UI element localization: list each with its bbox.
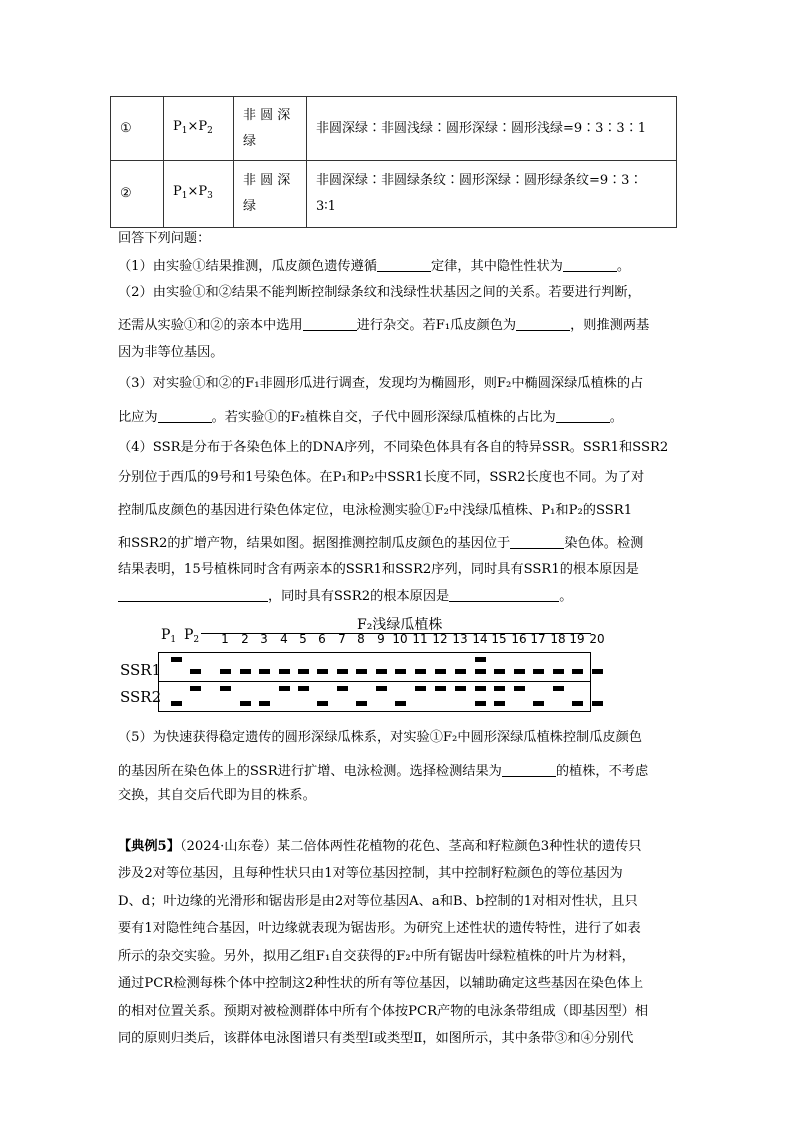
- lane-label: 13: [452, 632, 468, 646]
- gel-band: [337, 669, 348, 674]
- p1-label: $P_1$: [161, 627, 177, 645]
- cross-table: [110, 96, 677, 228]
- question-4-line-1: （4）SSR是分布于各染色体上的DNA序列，不同染色体具有各自的特异SSR。SSR1和SSR2: [118, 440, 669, 455]
- gel-band: [317, 669, 328, 674]
- phenotype-cell: 非 圆 深 绿: [234, 161, 307, 228]
- ssr2-label: SSR2: [120, 688, 162, 706]
- p2-label: $P_2$: [184, 627, 200, 645]
- gel-band: [220, 686, 231, 691]
- gel-band: [494, 701, 505, 706]
- question-5-line-3: 交换，其自交后代即为目的株系。: [118, 788, 316, 803]
- gel-band: [298, 669, 309, 674]
- lane-label: 19: [569, 632, 585, 646]
- lane-label: 10: [392, 632, 408, 646]
- question-5-line-2: 的基因所在染色体上的SSR进行扩增、电泳检测。选择检测结果为 的植株，不考虑: [118, 764, 649, 779]
- gel-band: [259, 701, 270, 706]
- question-2-line-1: （2）由实验①和②结果不能判断控制绿条纹和浅绿性状基因之间的关系。若要进行判断，: [118, 285, 641, 300]
- gel-band: [376, 686, 387, 691]
- intro-text: 回答下列问题：: [118, 231, 211, 246]
- gel-band: [171, 701, 182, 706]
- gel-band: [240, 669, 251, 674]
- gel-band: [356, 701, 367, 706]
- gel-band: [415, 669, 426, 674]
- gel-band: [171, 657, 182, 662]
- gel-band: [298, 686, 309, 691]
- ratio-cell: 非圆深绿∶非圆绿条纹∶圆形深绿∶圆形绿条纹=9∶3∶ 3∶1: [307, 161, 677, 228]
- example-line-3: D、d；叶边缘的光滑形和锯齿形是由2对等位基因A、a和B、b控制的1对相对性状，且只: [118, 894, 638, 909]
- lane-label: 1: [221, 632, 229, 646]
- gel-box: [158, 652, 591, 712]
- lane-label: 12: [432, 632, 448, 646]
- answer-blank[interactable]: [158, 408, 212, 423]
- gel-band: [415, 686, 426, 691]
- gel-band: [475, 657, 486, 662]
- lane-label: 3: [260, 632, 268, 646]
- lane-label: 15: [491, 632, 507, 646]
- gel-band: [553, 686, 564, 691]
- cross-cell: $P_1\times P_3$: [164, 161, 234, 228]
- gel-band: [592, 669, 603, 674]
- gel-band: [317, 701, 328, 706]
- answer-blank[interactable]: [449, 587, 559, 602]
- table-row: [111, 97, 677, 161]
- question-3-line-1: （3）对实验①和②的F₁非圆形瓜进行调查，发现均为椭圆形，则F₂中椭圆深绿瓜植株的占: [118, 376, 644, 391]
- lane-label: 6: [318, 632, 326, 646]
- phenotype-cell: 非 圆 深 绿: [234, 97, 307, 161]
- gel-band: [572, 669, 583, 674]
- example-line-2: 涉及2对等位基因，且每种性状只由1对等位基因控制，其中控制籽粒颜色的等位基因为: [118, 866, 623, 881]
- example-line-7: 的相对位置关系。预期对被检测群体中所有个体按PCR产物的电泳条带组成（即基因型）相: [118, 1004, 649, 1019]
- question-2-line-3: 因为非等位基因。: [118, 345, 224, 360]
- question-4-line-2: 分别位于西瓜的9号和1号染色体。在P₁和P₂中SSR1长度不同，SSR2长度也不同。为了对: [118, 470, 645, 485]
- gel-band: [514, 686, 525, 691]
- gel-band: [475, 669, 486, 674]
- answer-blank[interactable]: [516, 316, 570, 331]
- answer-blank[interactable]: [556, 408, 610, 423]
- gel-band: [356, 669, 367, 674]
- gel-band: [514, 669, 525, 674]
- lane-label: 18: [550, 632, 566, 646]
- lane-label: 14: [472, 632, 488, 646]
- question-4-line-5: 结果表明，15号植株同时含有两亲本的SSR1和SSR2序列，同时具有SSR1的根本原因是: [118, 562, 639, 577]
- lane-label: 2: [241, 632, 249, 646]
- gel-band: [190, 669, 201, 674]
- cross-cell: $P_1\times P_2$: [164, 97, 234, 161]
- gel-title: F₂浅绿瓜植株: [357, 617, 443, 633]
- gel-band: [533, 669, 544, 674]
- gel-band: [475, 701, 486, 706]
- question-3-line-2: 比应为 。若实验①的F₂植株自交，子代中圆形深绿瓜植株的占比为 。: [118, 410, 623, 425]
- gel-band: [435, 686, 446, 691]
- question-4-line-4: 和SSR2的扩增产物，结果如图。据图推测控制瓜皮颜色的基因位于 染色体。检测: [118, 536, 644, 551]
- row-id: ①: [111, 97, 164, 161]
- lane-label: 16: [511, 632, 527, 646]
- gel-band: [592, 701, 603, 706]
- gel-band: [553, 669, 564, 674]
- lane-label: 20: [589, 632, 605, 646]
- gel-band: [395, 669, 406, 674]
- gel-band: [435, 669, 446, 674]
- question-1: （1）由实验①结果推测，瓜皮颜色遗传遵循 定律，其中隐性性状为 。: [118, 259, 631, 274]
- lane-label: 9: [377, 632, 385, 646]
- table-row: [111, 161, 677, 228]
- gel-band: [475, 686, 486, 691]
- answer-blank[interactable]: [563, 257, 617, 272]
- example-line-5: 所示的杂交实验。另外，拟用乙组F₁自交获得的F₂中所有锯齿叶绿粒植株的叶片为材料，: [118, 949, 635, 964]
- question-2-line-2: 还需从实验①和②的亲本中选用 进行杂交。若F₁瓜皮颜色为 ，则推测两基: [118, 318, 650, 333]
- gel-divider: [158, 681, 591, 682]
- example-line-4: 要有1对隐性纯合基因，叶边缘就表现为锯齿形。为研究上述性状的遗传特性，进行了如表: [118, 921, 641, 936]
- lane-label: 8: [357, 632, 365, 646]
- answer-blank[interactable]: [118, 587, 268, 602]
- gel-band: [190, 686, 201, 691]
- gel-band: [376, 669, 387, 674]
- question-4-line-3: 控制瓜皮颜色的基因进行染色体定位，电泳检测实验①F₂中浅绿瓜植株、P₁和P₂的SSR1: [118, 503, 633, 518]
- question-5-line-1: （5）为快速获得稳定遗传的圆形深绿瓜株系，对实验①F₂中圆形深绿瓜植株控制瓜皮颜色: [118, 730, 642, 745]
- gel-band: [494, 669, 505, 674]
- answer-blank[interactable]: [510, 534, 564, 549]
- gel-band: [220, 669, 231, 674]
- gel-band: [455, 686, 466, 691]
- gel-band: [494, 686, 505, 691]
- lane-label: 5: [299, 632, 307, 646]
- answer-blank[interactable]: [502, 762, 556, 777]
- gel-band: [455, 669, 466, 674]
- example-line-1: 【典例5】（2024·山东卷）某二倍体两性花植物的花色、茎高和籽粒颜色3种性状的遗传只: [118, 839, 642, 854]
- lane-label: 4: [280, 632, 288, 646]
- question-4-line-6: ，同时具有SSR2的根本原因是 。: [118, 587, 572, 605]
- example-line-6: 通过PCR检测每株个体中控制这2种性状的所有等位基因，以辅助确定这些基因在染色体上: [118, 976, 644, 991]
- gel-band: [337, 686, 348, 691]
- row-id: ②: [111, 161, 164, 228]
- lane-label: 11: [412, 632, 428, 646]
- example-line-8: 同的原则归类后，该群体电泳图谱只有类型Ⅰ或类型Ⅱ，如图所示，其中条带③和④分别代: [118, 1031, 634, 1046]
- lane-label: 7: [338, 632, 346, 646]
- ssr1-label: SSR1: [120, 661, 162, 679]
- ratio-cell: 非圆深绿∶非圆浅绿∶圆形深绿∶圆形浅绿=9∶3∶3∶1: [307, 97, 677, 161]
- answer-blank[interactable]: [303, 316, 357, 331]
- gel-band: [533, 701, 544, 706]
- gel-band: [279, 669, 290, 674]
- gel-band: [259, 669, 270, 674]
- gel-band: [395, 701, 406, 706]
- gel-band: [240, 701, 251, 706]
- gel-band: [279, 686, 290, 691]
- lane-label: 17: [530, 632, 546, 646]
- answer-blank[interactable]: [377, 257, 431, 272]
- gel-band: [572, 701, 583, 706]
